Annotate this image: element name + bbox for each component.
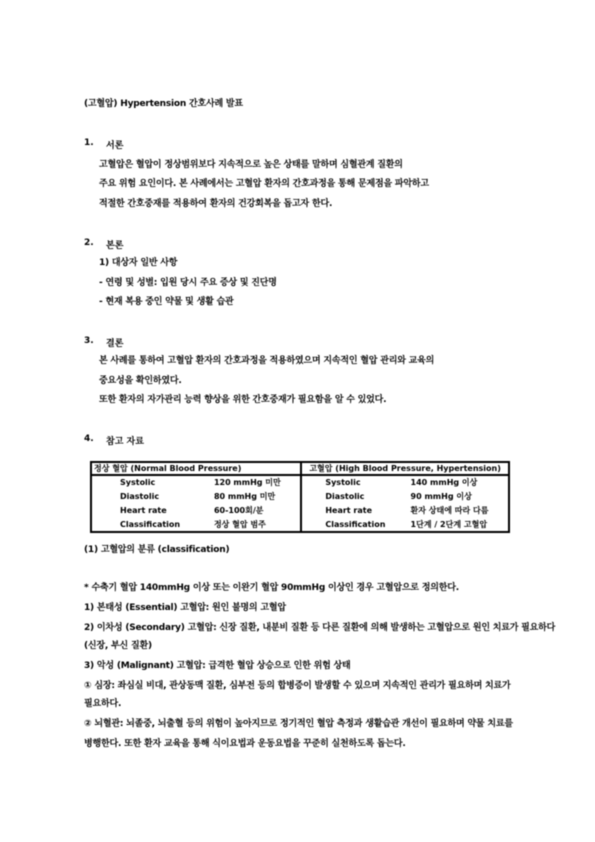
section-3-line: 또한 환자의 자가관리 능력 향상을 위한 간호중재가 필요함을 알 수 있었다. (99, 395, 387, 405)
table-cell: 환자 상태에 따라 다름 (410, 505, 489, 515)
section-2-line: 1) 대상자 일반 사항 (99, 258, 178, 268)
table-cell: Diastolic (120, 491, 160, 501)
note-line: ② 뇌혈관: 뇌졸중, 뇌출혈 등의 위험이 높아지므로 정기적인 혈압 측정과 생활습관 개선이 필요하며 약물 치료를 (84, 719, 513, 729)
section-1-line: 적절한 간호중재를 적용하여 환자의 건강회복을 돕고자 한다. (99, 199, 333, 209)
section-2-line: - 현재 복용 중인 약물 및 생활 습관 (99, 297, 234, 307)
bp-comparison-table (90, 461, 510, 531)
table-header-normal: 정상 혈압 (Normal Blood Pressure) (94, 463, 242, 473)
table-row (90, 489, 510, 503)
note-line: 3) 악성 (Malignant) 고혈압: 급격한 혈압 상승으로 인한 위험 상태 (84, 661, 351, 671)
table-cell: 90 mmHg 이상 (410, 491, 472, 501)
note-line: * 수축기 혈압 140mmHg 이상 또는 이완기 혈압 90mmHg 이상인 경우 고혈압으로 정의한다. (84, 583, 459, 593)
table-cell: 80 mmHg 미만 (213, 491, 276, 501)
table-cell: Classification (325, 519, 386, 529)
section-3-line: 본 사례를 통하여 고혈압 환자의 간호과정을 적용하였으며 지속적인 혈압 관리와 교육의 (99, 356, 435, 366)
table-row (90, 503, 510, 517)
note-line: 병행한다. 또한 환자 교육을 통해 식이요법과 운동요법을 꾸준히 실천하도록 돕는다. (84, 739, 406, 749)
table-cell: Systolic (120, 477, 156, 487)
section-2-line: - 연령 및 성별: 입원 당시 주요 증상 및 진단명 (99, 278, 277, 288)
table-row (90, 475, 510, 489)
note-line: 2) 이차성 (Secondary) 고혈압: 신장 질환, 내분비 질환 등 다른 질환에 의해 발생하는 고혈압으로 원인 치료가 필요하다 (84, 623, 556, 633)
table-cell: 1단계 / 2단계 고혈압 (410, 519, 488, 529)
section-3-line: 중요성을 확인하였다. (99, 376, 182, 386)
table-cell: 140 mmHg 이상 (410, 477, 478, 487)
document-title: (고혈압) Hypertension 간호사례 발표 (84, 99, 243, 109)
note-line: 필요하다. (84, 699, 122, 709)
table-cell: Diastolic (325, 491, 365, 501)
section-1-line: 주요 위험 요인이다. 본 사례에서는 고혈압 환자의 간호과정을 통해 문제점을 파악하고 (99, 179, 429, 189)
note-line: 1) 본태성 (Essential) 고혈압: 원인 불명의 고혈압 (84, 603, 286, 613)
section-4-number: 4. (84, 434, 94, 444)
section-3-number: 3. (84, 336, 94, 346)
section-2-number: 2. (84, 238, 94, 248)
table-cell: Systolic (325, 477, 361, 487)
section-1-line: 고혈압은 혈압이 정상범위보다 지속적으로 높은 상태를 말하며 심혈관계 질환의 (99, 160, 403, 170)
table-cell: 60-100회/분 (213, 505, 264, 515)
table-header-hypertension: 고혈압 (High Blood Pressure, Hypertension) (309, 463, 501, 473)
section-3-heading: 결론 (106, 339, 124, 349)
table-cell: Heart rate (120, 505, 167, 515)
table-cell: Classification (120, 519, 181, 529)
note-line: (신장, 부신 질환) (84, 641, 152, 651)
section-1-number: 1. (84, 138, 94, 148)
table-cell: 120 mmHg 미만 (213, 477, 281, 487)
section-1-heading: 서론 (106, 141, 124, 151)
table-cell: 정상 혈압 범주 (213, 519, 266, 529)
table-cell: Heart rate (325, 505, 372, 515)
table-header-row (90, 461, 510, 475)
note-line: (1) 고혈압의 분류 (classification) (84, 545, 230, 555)
table-row (90, 517, 510, 531)
section-2-heading: 본론 (106, 241, 124, 251)
note-line: ① 심장: 좌심실 비대, 관상동맥 질환, 심부전 등의 합병증이 발생할 수 있으며 지속적인 관리가 필요하며 치료가 (84, 681, 511, 691)
section-4-heading: 참고 자료 (106, 437, 144, 447)
